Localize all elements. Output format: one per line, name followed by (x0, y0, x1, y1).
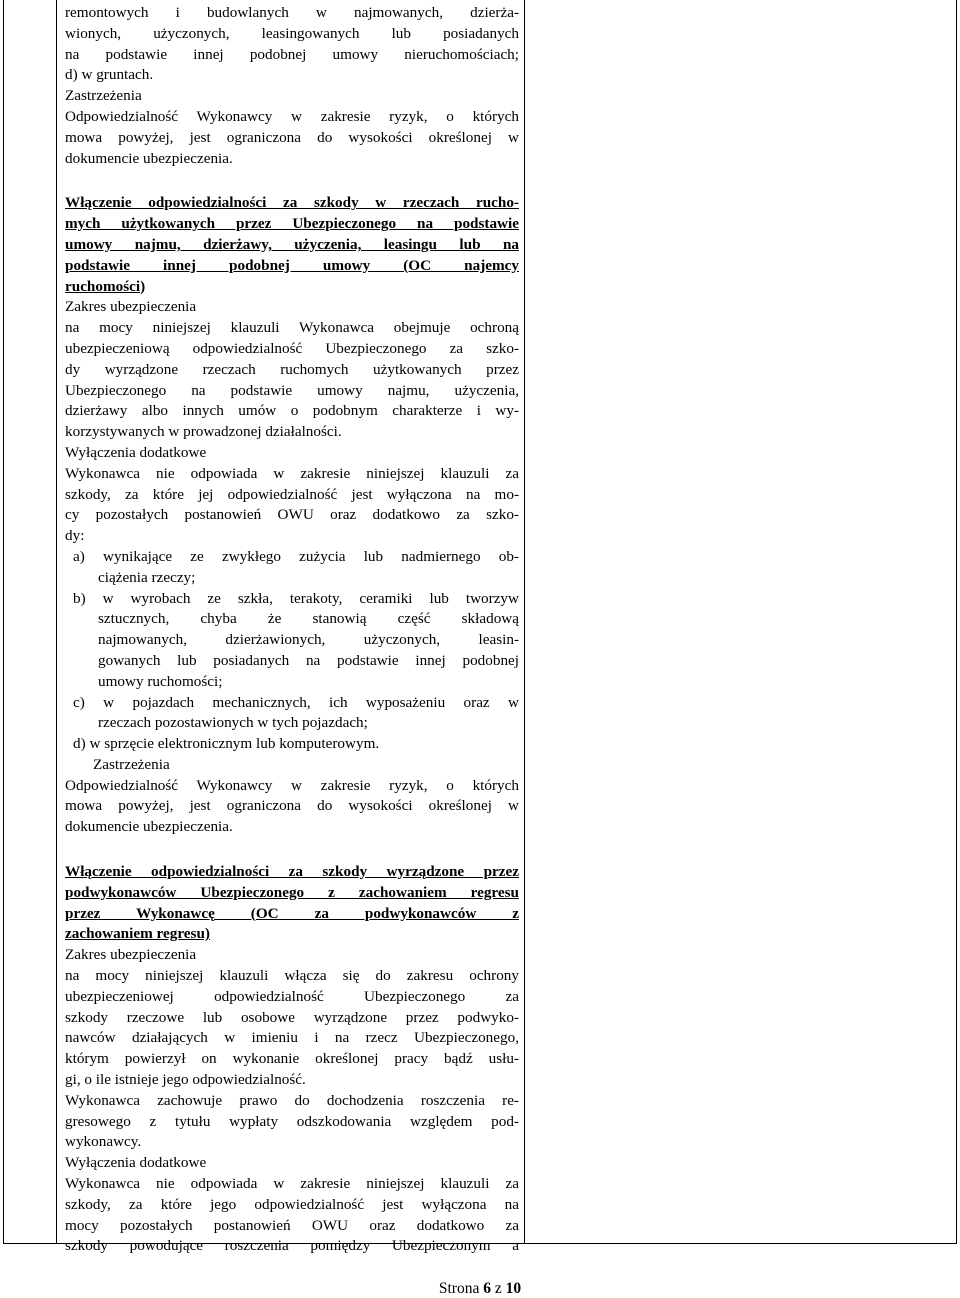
text-line: szkody powodujące roszczenia pomiędzy Ubezpieczonym a (65, 1237, 519, 1255)
text-line: na podstawie innej podobnej umowy nieruchomościach; (65, 45, 519, 63)
text-line: Wykonawca nie odpowiada w zakresie niniejszej klauzuli za (65, 1175, 519, 1193)
clause-heading-line: podwykonawców Ubezpieczonego z zachowaniem regresu (65, 883, 519, 901)
text-line: Wyłączenia dodatkowe (65, 1154, 207, 1172)
text-line: gowanych lub posiadanych na podstawie innej podobnej (98, 651, 519, 669)
clause-heading-line: ruchomości) (65, 277, 146, 295)
text-line: Zakres ubezpieczenia (65, 298, 197, 316)
text-line: cy pozostałych postanowień OWU oraz dodatkowo za szko- (65, 506, 519, 524)
text-line: szkody rzeczowe lub osobowe wyrządzone przez podwyko- (65, 1008, 519, 1026)
text-line: szkody, za które jej odpowiedzialność jest wyłączona na mo- (65, 485, 519, 503)
text-line: Wyłączenia dodatkowe (65, 443, 207, 461)
text-line: korzystywanych w prowadzonej działalności. (65, 423, 342, 441)
footer-separator: z (494, 1280, 502, 1297)
document-table (3, 0, 957, 1255)
text-line: remontowych i budowlanych w najmowanych, dzierża- (65, 4, 519, 21)
text-line: a) wynikające ze zwykłego zużycia lub nadmiernego ob- (73, 547, 519, 565)
footer-page-number: 6 (483, 1280, 491, 1297)
text-line: na mocy niniejszej klauzuli Wykonawca obejmuje ochroną (65, 319, 519, 337)
paragraph-gap (65, 169, 519, 193)
text-line: d) w gruntach. (65, 66, 154, 84)
text-line: mowa powyżej, jest ograniczona do wysokości określonej w (65, 128, 519, 146)
text-line: sztucznych, chyba że stanowią część składową (98, 610, 519, 628)
text-line: umowy ruchomości; (98, 672, 223, 690)
text-line: Zastrzeżenia (65, 87, 142, 105)
text-line: d) w sprzęcie elektronicznym lub komputerowym. (73, 735, 380, 753)
text-line: najmowanych, dzierżawionych, użyczonych, leasin- (98, 631, 519, 649)
text-line: dokumencie ubezpieczenia. (65, 818, 233, 836)
clause-heading-line: przez Wykonawcę (OC za podwykonawców z (65, 904, 519, 922)
text-line: Odpowiedzialność Wykonawcy w zakresie ryzyk, o których (65, 776, 519, 794)
table-column-content (57, 0, 525, 1255)
text-block (65, 3, 519, 169)
text-line: Zakres ubezpieczenia (65, 946, 197, 964)
text-line: c) w pojazdach mechanicznych, ich wyposażeniu oraz w (73, 693, 519, 711)
text-line: mowa powyżej, jest ograniczona do wysokości określonej w (65, 797, 519, 815)
table-column-right (525, 0, 956, 1243)
text-line: mocy pozostałych postanowień OWU oraz dodatkowo za (65, 1216, 519, 1234)
text-line: b) w wyrobach ze szkła, terakoty, ceramiki lub tworzyw (73, 589, 519, 607)
clause-heading-line: zachowaniem regresu) (65, 925, 210, 943)
text-line: wykonawcy. (65, 1133, 142, 1151)
text-line: gi, o ile istnieje jego odpowiedzialność. (65, 1071, 306, 1089)
text-line: wionych, użyczonych, leasingowanych lub posiadanych (65, 24, 519, 42)
text-line: Wykonawca nie odpowiada w zakresie niniejszej klauzuli za (65, 464, 519, 482)
clause-heading-line: Włączenie odpowiedzialności za szkody w rzeczach rucho- (65, 194, 519, 212)
text-line: gresowego z tytułu wypłaty odszkodowania względem pod- (65, 1112, 519, 1130)
text-line: na mocy niniejszej klauzuli włącza się do zakresu ochrony (65, 967, 519, 985)
text-line: Odpowiedzialność Wykonawcy w zakresie ryzyk, o których (65, 107, 519, 125)
footer-page-total: 10 (505, 1280, 522, 1297)
text-line: dzierżawy albo innych umów o podobnym charakterze i wy- (65, 402, 519, 420)
text-line: dy: (65, 527, 85, 545)
clause-heading-line: mych użytkowanych przez Ubezpieczonego na podstawie (65, 215, 519, 233)
text-block (65, 862, 519, 1257)
text-line: ubezpieczeniowej odpowiedzialność Ubezpieczonego za (65, 987, 519, 1005)
clause-heading-line: umowy najmu, dzierżawy, użyczenia, leasingu lub na (65, 235, 519, 253)
text-line: nawców działających w imieniu i na rzecz Ubezpieczonego, (65, 1029, 519, 1047)
page-footer (0, 1280, 960, 1298)
text-line: rzeczach pozostawionych w tych pojazdach; (98, 714, 368, 732)
text-line: którym powierzył on wykonanie określonej pracy bądź usłu- (65, 1050, 519, 1068)
paragraph-gap (65, 838, 519, 862)
footer-label: Strona (438, 1280, 480, 1297)
text-line: Wykonawca zachowuje prawo do dochodzenia roszczenia re- (65, 1091, 519, 1109)
table-column-left (4, 0, 57, 1243)
text-line: dy wyrządzone rzeczach ruchomych użytkowanych przez (65, 360, 519, 378)
text-line: Zastrzeżenia (93, 755, 170, 773)
text-line: ubezpieczeniową odpowiedzialność Ubezpieczonego za szko- (65, 339, 519, 357)
text-line: szkody, za które jego odpowiedzialność jest wyłączona na (65, 1195, 519, 1213)
text-line: ciążenia rzeczy; (98, 568, 196, 586)
clause-heading-line: podstawie innej podobnej umowy (OC najemcy (65, 256, 519, 274)
text-line: Ubezpieczonego na podstawie umowy najmu, użyczenia, (65, 381, 519, 399)
text-line: dokumencie ubezpieczenia. (65, 149, 233, 167)
text-block (65, 193, 519, 838)
clause-heading-line: Włączenie odpowiedzialności za szkody wyrządzone przez (65, 863, 519, 881)
